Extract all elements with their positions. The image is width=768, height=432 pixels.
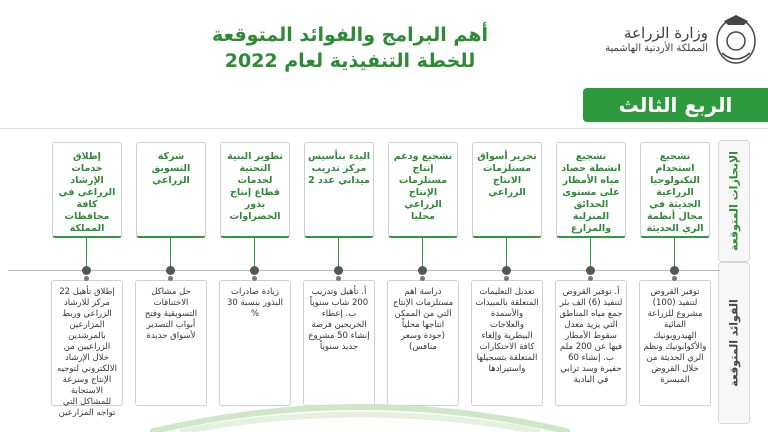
benefit-card: توفير القروض لتنفيذ (100) مشروع للزراعة المائية الهيدروبونيك والأكوابونيك ونظم الري الحديثة من خلال القروض الميسرة (639, 280, 711, 406)
benefit-card: إطلاق تأهيل 22 مركز للارشاد الزراعي وربط المزارعين بالمرشدين الزراعيين من خلال الإرشاد الالكتروني لتوجيه الإنتاج وسرعة الاستجابة للمشاكل التي تواجه المزارعين (51, 280, 123, 406)
title-line-1: أهم البرامج والفوائد المتوقعة (211, 24, 489, 46)
program-card: إطلاق خدمات الإرشاد الزراعي في كافة محافظات المملكة (52, 142, 122, 238)
kingdom-name: المملكة الأردنية الهاشمية (605, 42, 708, 54)
program-card: تحرير أسواق مستلزمات الانتاج الزراعي (472, 142, 542, 238)
benefits-side-label (718, 262, 750, 424)
program-card: تطوير البنية التحتية لخدمات قطاع إنتاج بذور الخضراوات (220, 142, 290, 238)
program-card: البدء بتأسيس مركز تدريب ميداني عدد 2 (304, 142, 374, 238)
ministry-name: وزارة الزراعة (624, 23, 708, 42)
connector-line (254, 238, 255, 268)
connector-line (506, 238, 507, 268)
timeline-dot (670, 266, 679, 275)
benefit-pin (84, 276, 89, 281)
connector-line (170, 238, 171, 268)
program-card: شركة التسويق الزراعي (136, 142, 206, 238)
program-card: تشجيع استخدام التكنولوجيا الزراعية الحديثة في مجال أنظمة الري الحديثة (640, 142, 710, 238)
benefit-card: أ. تأهيل وتدريب 200 شاب سنوياً ب. إعطاء الخريجين فرصة إنشاء 50 مشروع جديد سنوياً (303, 280, 375, 406)
benefit-card: حل مشاكل الاختناقات التسويقية وفتح أبواب التصدير لأسواق جديدة (135, 280, 207, 406)
benefit-pin (168, 276, 173, 281)
connector-line (86, 238, 87, 268)
benefit-pin (588, 276, 593, 281)
quarter-banner: الربع الثالث (583, 88, 768, 122)
benefits-label-text: الفوائد المتوقعة (727, 299, 741, 387)
achievements-side-label (718, 140, 750, 262)
program-card: تشجيع انشطة حصاد مياه الأمطار على مستوى الحدائق المنزلية والمزارع (556, 142, 626, 238)
benefit-pin (252, 276, 257, 281)
timeline-dot (586, 266, 595, 275)
benefit-pin (420, 276, 425, 281)
timeline-dot (166, 266, 175, 275)
title-line-2: للخطة التنفيذية لعام 2022 (224, 50, 476, 72)
connector-line (674, 238, 675, 268)
connector-line (590, 238, 591, 268)
timeline-dot (418, 266, 427, 275)
program-card: تشجيع ودعم إنتاج مستلزمات الإنتاج الزراعي محليا (388, 142, 458, 238)
timeline-dot (250, 266, 259, 275)
timeline-dot (334, 266, 343, 275)
timeline-dot (502, 266, 511, 275)
timeline-line (8, 270, 720, 271)
benefit-card: أ. توفير القروض لتنفيذ (6) الف بئر جمع مياه المناطق التي يزيد معدل سقوط الأمطار فيها عن 200 ملم ب. إنشاء 60 حفيرة وسد ترابي في البادية (555, 280, 627, 406)
decorative-hills (150, 392, 570, 432)
benefit-pin (504, 276, 509, 281)
connector-line (422, 238, 423, 268)
timeline-dot (82, 266, 91, 275)
achievements-label-text: الإنجازات المتوقعة (727, 151, 741, 251)
emblem-icon (714, 13, 758, 65)
benefit-card: تعديل التعليمات المتعلقة بالمبيدات والأسمدة والعلاجات البيطرية وإلغاء كافة الاحتكارات المتعلقة بتسجيلها واستيرادها (471, 280, 543, 406)
header-divider (0, 128, 768, 129)
connector-line (338, 238, 339, 268)
ministry-logo (593, 10, 758, 68)
benefit-pin (336, 276, 341, 281)
benefit-pin (672, 276, 677, 281)
benefit-card: دراسة اهم مستلزمات الإنتاج التي من الممكن انتاجها محلياً (جودة وسعر منافس) (387, 280, 459, 406)
benefit-card: زيادة صادرات البذور بنسبة 30 % (219, 280, 291, 406)
page-title (170, 22, 530, 74)
